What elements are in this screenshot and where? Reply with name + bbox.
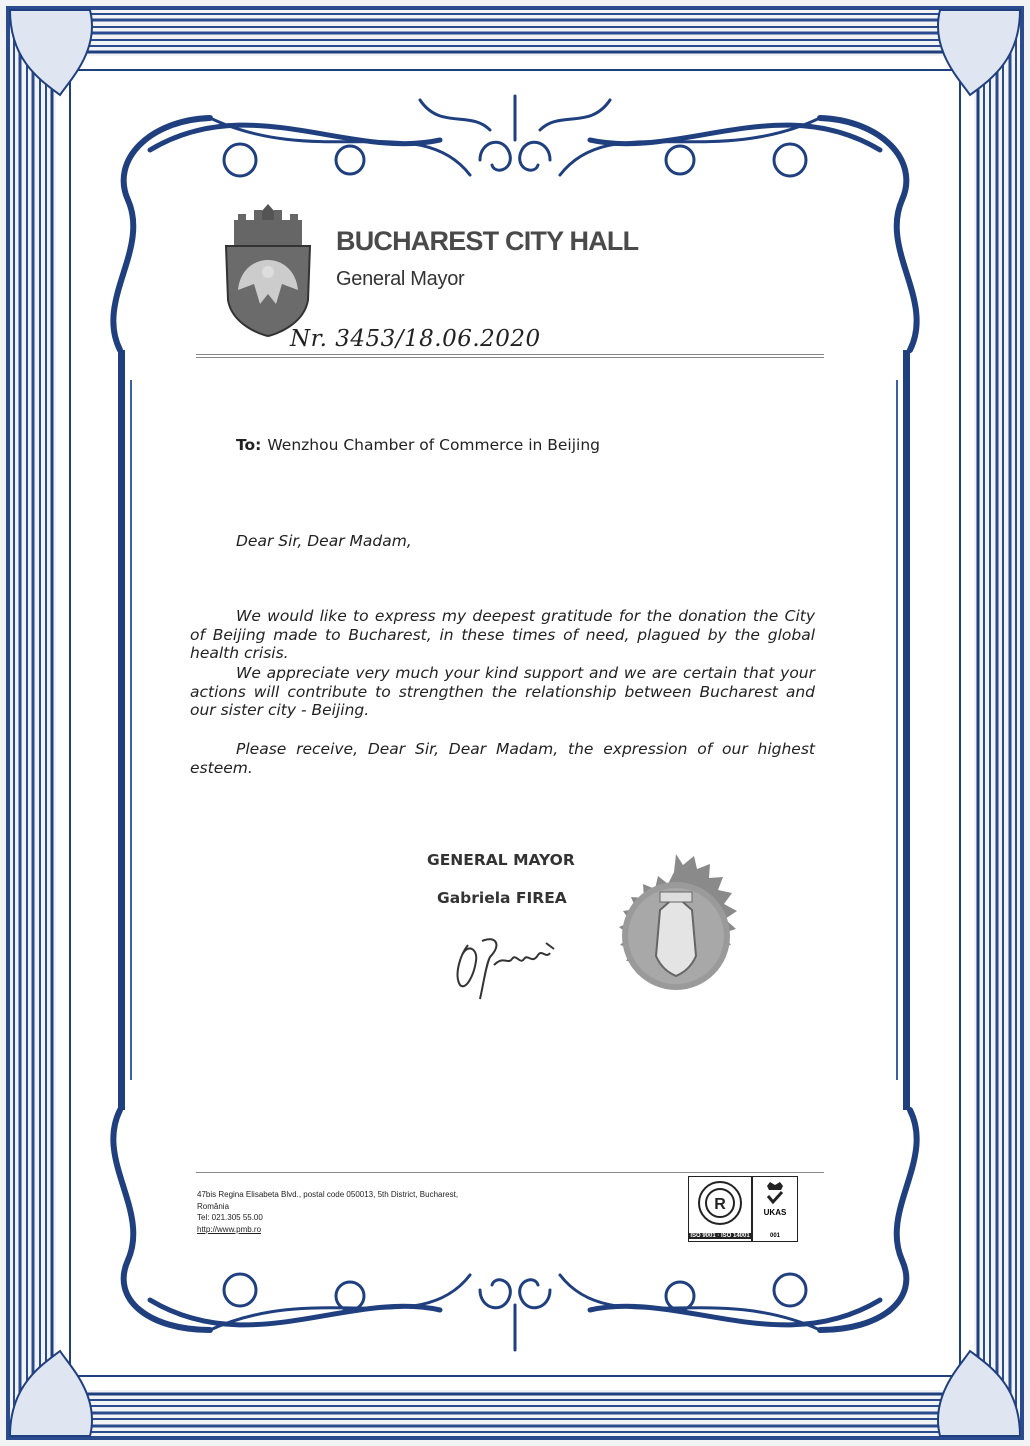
handwritten-signature-icon: [446, 925, 566, 1005]
signatory-role: GENERAL MAYOR: [427, 851, 575, 869]
iso-caption: ISO 9001 · ISO 14001: [690, 1233, 750, 1239]
signatory-name: Gabriela FIREA: [437, 889, 567, 907]
footer-street: 47bis Regina Elisabeta Blvd., postal code 050013, 5th District, Bucharest,: [197, 1190, 459, 1199]
paragraph-closing: Please receive, Dear Sir, Dear Madam, the expression of our highest esteem.: [190, 740, 815, 777]
official-seal-icon: [592, 852, 760, 1020]
ukas-label: UKAS: [763, 1208, 787, 1217]
office-subtitle: General Mayor: [336, 268, 465, 290]
footer-website[interactable]: http://www.pmb.ro: [197, 1224, 262, 1234]
salutation: Dear Sir, Dear Madam,: [236, 532, 412, 550]
reference-number: Nr. 3453/18.06.2020: [290, 326, 541, 352]
registered-quality-icon: [697, 1180, 743, 1226]
recipient-name: Wenzhou Chamber of Commerce in Beijing: [267, 436, 600, 454]
bucharest-coat-of-arms-icon: [224, 200, 312, 338]
footer-address: [197, 1189, 458, 1235]
crown-tick-icon: [764, 1180, 786, 1206]
ukas-certification-mark: [752, 1176, 798, 1242]
footer-phone: Tel: 021.305 55.00: [197, 1213, 263, 1222]
header-divider: [196, 354, 824, 355]
paragraph-appreciation: We appreciate very much your kind support and we are certain that your actions will contribute to strengthen the relationship between Bucharest and our sister city - Beijing.: [190, 664, 815, 719]
recipient-label: To:: [236, 436, 262, 454]
organization-title: BUCHAREST CITY HALL: [336, 226, 639, 256]
iso-certification-mark: [688, 1176, 752, 1242]
svg-text:R: R: [714, 1196, 726, 1213]
ukas-number: 001: [769, 1233, 780, 1239]
paragraph-gratitude: We would like to express my deepest gratitude for the donation the City of Beijing made to Bucharest, in these times of need, plagued by the global health crisis.: [190, 607, 815, 662]
header-divider-2: [196, 357, 824, 358]
footer-country: România: [197, 1201, 230, 1211]
recipient-line: [236, 436, 600, 454]
footer-divider: [196, 1172, 824, 1173]
